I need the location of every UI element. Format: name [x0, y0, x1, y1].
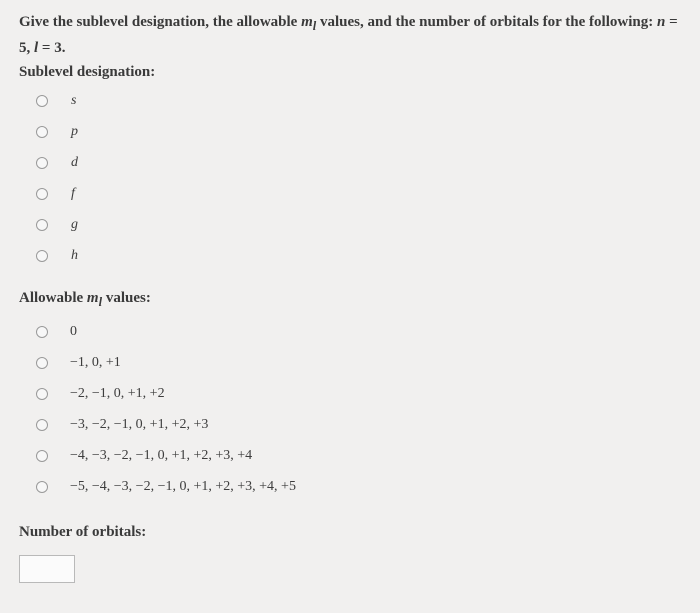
- radio-button[interactable]: [36, 357, 48, 369]
- n-symbol: n: [656, 14, 666, 30]
- ml-option-5[interactable]: [36, 477, 296, 497]
- radio-button[interactable]: [36, 388, 48, 400]
- sublevel-option-label: s: [71, 93, 77, 108]
- sublevel-option-label: h: [71, 248, 78, 263]
- radio-button[interactable]: [36, 250, 48, 262]
- ml-option-1[interactable]: [36, 353, 121, 373]
- ml-label-prefix: Allowable: [19, 290, 87, 306]
- radio-button[interactable]: [36, 419, 48, 431]
- ml-option-label: −3, −2, −1, 0, +1, +2, +3: [70, 417, 209, 432]
- ml-symbol: m: [301, 14, 313, 30]
- orbitals-input[interactable]: [19, 555, 75, 583]
- ml-subscript: l: [312, 19, 317, 33]
- sublevel-option-label: g: [71, 217, 78, 232]
- ml-label-suffix: values:: [102, 290, 151, 306]
- l-symbol: l: [34, 40, 39, 56]
- sublevel-option-f[interactable]: [36, 184, 75, 204]
- question-part1: Give the sublevel designation, the allowable: [19, 14, 302, 30]
- l-value: = 3.: [38, 40, 66, 56]
- sublevel-option-g[interactable]: [36, 215, 78, 235]
- radio-button[interactable]: [36, 326, 48, 338]
- radio-button[interactable]: [36, 95, 48, 107]
- ml-option-label: −5, −4, −3, −2, −1, 0, +1, +2, +3, +4, +5: [70, 479, 296, 494]
- sublevel-option-s[interactable]: [36, 91, 77, 111]
- question-text: [19, 11, 699, 59]
- question-part2: values, and the number of orbitals for the following:: [316, 14, 657, 30]
- sublevel-label: Sublevel designation:: [19, 64, 156, 80]
- sublevel-option-label: f: [71, 186, 75, 201]
- radio-button[interactable]: [36, 157, 48, 169]
- ml-option-label: −1, 0, +1: [70, 355, 121, 370]
- ml-option-label: −4, −3, −2, −1, 0, +1, +2, +3, +4: [70, 448, 253, 463]
- ml-option-label: −2, −1, 0, +1, +2: [70, 386, 165, 401]
- ml-label-subscript: l: [98, 295, 103, 309]
- radio-button[interactable]: [36, 450, 48, 462]
- radio-button[interactable]: [36, 188, 48, 200]
- n-value: 5,: [19, 40, 34, 56]
- radio-button[interactable]: [36, 126, 48, 138]
- sublevel-option-d[interactable]: [36, 153, 78, 173]
- ml-option-label: 0: [70, 324, 77, 339]
- ml-label-symbol: m: [86, 290, 99, 306]
- sublevel-option-h[interactable]: [36, 246, 78, 266]
- sublevel-option-p[interactable]: [36, 122, 78, 142]
- sublevel-option-label: d: [71, 155, 78, 170]
- question-part3: =: [665, 14, 678, 30]
- ml-option-2[interactable]: [36, 384, 165, 404]
- ml-option-4[interactable]: [36, 446, 253, 466]
- radio-button[interactable]: [36, 481, 48, 493]
- radio-button[interactable]: [36, 219, 48, 231]
- ml-option-0[interactable]: [36, 322, 77, 342]
- ml-option-3[interactable]: [36, 415, 209, 435]
- orbitals-label: Number of orbitals:: [19, 524, 147, 540]
- sublevel-option-label: p: [71, 124, 78, 139]
- ml-values-label: [19, 290, 151, 310]
